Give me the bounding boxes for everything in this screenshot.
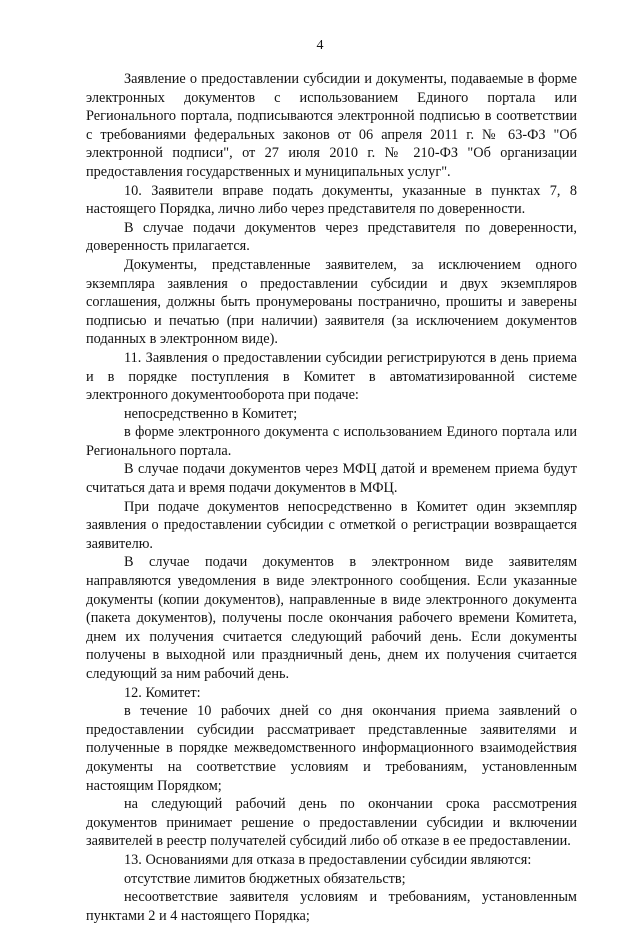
paragraph-documents-numbered: Документы, представленные заявителем, за исключением одного экземпляра заявления о предоставлении субсидии и двух экземпляров соглашения, должны быть пронумерованы постранично, прошиты и заверены подписью и печатью (при наличии) заявителя (за исключением документов поданных в электронном виде). xyxy=(86,256,577,348)
paragraph-no-limits: отсутствие лимитов бюджетных обязательств; xyxy=(124,870,406,887)
paragraph-item-11: 11. Заявления о предоставлении субсидии регистрируются в день приема и в порядке поступления в Комитет в автоматизированной системе электронного документооборота при подаче: xyxy=(86,349,577,404)
paragraph-item-12: 12. Комитет: xyxy=(124,684,201,701)
paragraph-decision: на следующий рабочий день по окончании срока рассмотрения документов принимает решение о предоставлении субсидии и включении заявителей в реестр получателей субсидий либо об отказе в ее предоставлении. xyxy=(86,796,577,850)
paragraph-proxy: В случае подачи документов через представителя по доверенности, доверенность прилагается. xyxy=(86,219,577,255)
document-body xyxy=(86,70,577,925)
paragraph-direct-submission: При подаче документов непосредственно в Комитет один экземпляр заявления о предоставлении субсидии с отметкой о регистрации возвращается заявителю. xyxy=(86,498,577,552)
paragraph-review: в течение 10 рабочих дней со дня окончания приема заявлений о предоставлении субсидии рассматривает представленные заявителями и полученные в порядке межведомственного информационного взаимодействия документы на соответствие условиям и требованиям, установленным настоящим Порядком; xyxy=(86,703,577,794)
paragraph-electronic-notification: В случае подачи документов в электронном виде заявителям направляются уведомления в виде электронного сообщения. Если указанные документы (копии документов), направленные в виде электронного документа (пакета документов), получены после окончания рабочего времени Комитета, днем их получения считается следующий рабочий день. Если документы получены в выходной или праздничный день, днем их получения считается следующий за ним рабочий день. xyxy=(86,554,577,682)
page-number: 4 xyxy=(316,38,324,53)
paragraph-item-10: 10. Заявители вправе подать документы, указанные в пунктах 7, 8 настоящего Порядка, лично либо через представителя по доверенности. xyxy=(86,182,577,218)
paragraph-electronic-form: в форме электронного документа с использованием Единого портала или Регионального портала. xyxy=(86,424,577,459)
paragraph-item-13: 13. Основаниями для отказа в предоставлении субсидии являются: xyxy=(124,851,532,868)
paragraph-electronic-signature: Заявление о предоставлении субсидии и документы, подаваемые в форме электронных документов с использованием Единого портала или Регионального портала, подписываются электронной подписью в соответствии с требованиями федеральных законов от 06 апреля 2011 г. № 63-ФЗ "Об электронной подписи", от 27 июля 2010 г. № 210-ФЗ "Об организации предоставления государственных и муниципальных услуг". xyxy=(86,71,577,180)
paragraph-directly: непосредственно в Комитет; xyxy=(124,405,298,422)
paragraph-nonconformity: несоответствие заявителя условиям и требованиям, установленным пунктами 2 и 4 настоящего Порядка; xyxy=(86,889,577,924)
paragraph-mfc: В случае подачи документов через МФЦ датой и временем приема будут считаться дата и время подачи документов в МФЦ. xyxy=(86,461,577,497)
